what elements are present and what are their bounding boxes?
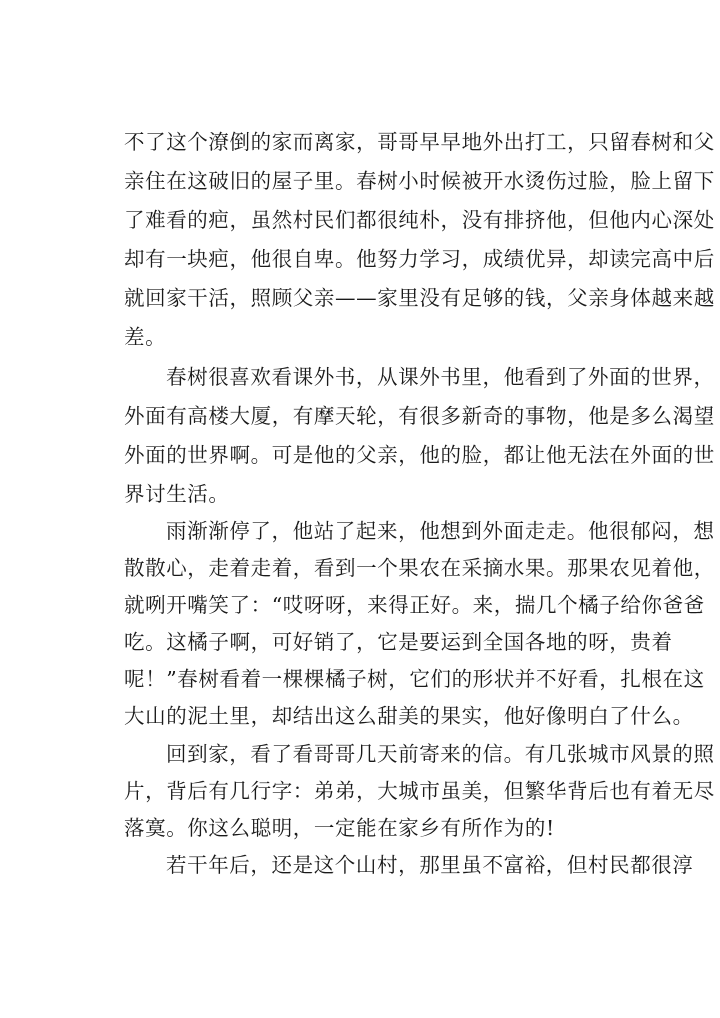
text-line: 差。 bbox=[124, 325, 167, 349]
text-line: 春树很喜欢看课外书，从课外书里，他看到了外面的世界， bbox=[166, 365, 715, 389]
text-line: 就咧开嘴笑了：“哎呀呀，来得正好。来，揣几个橘子给你爸爸 bbox=[124, 593, 705, 617]
text-line: 亲住在这破旧的屋子里。春树小时候被开水烫伤过脸，脸上留下 bbox=[124, 169, 715, 193]
text-line: 了难看的疤，虽然村民们都很纯朴，没有排挤他，但他内心深处 bbox=[124, 208, 715, 232]
text-line: 片，背后有几行字：弟弟，大城市虽美，但繁华背后也有着无尽 bbox=[124, 779, 715, 803]
text-line: 不了这个潦倒的家而离家，哥哥早早地外出打工，只留春树和父 bbox=[124, 130, 715, 154]
text-line: 就回家干活，照顾父亲——家里没有足够的钱，父亲身体越来越 bbox=[124, 286, 715, 310]
text-line: 散散心，走着走着，看到一个果农在采摘水果。那果农见着他， bbox=[124, 556, 715, 580]
text-line: 呢！”春树看着一棵棵橘子树，它们的形状并不好看，扎根在这 bbox=[124, 667, 705, 691]
text-line: 雨渐渐停了，他站了起来，他想到外面走走。他很郁闷，想 bbox=[166, 519, 715, 543]
text-line: 吃。这橘子啊，可好销了，它是要运到全国各地的呀，贵着 bbox=[124, 630, 673, 654]
text-line: 落寞。你这么聪明，一定能在家乡有所作为的! bbox=[124, 816, 555, 840]
text-line: 回到家，看了看哥哥几天前寄来的信。有几张城市风景的照 bbox=[166, 742, 715, 766]
text-line: 若干年后，还是这个山村，那里虽不富裕，但村民都很淳 bbox=[166, 853, 694, 877]
text-line: 外面有高楼大厦，有摩天轮，有很多新奇的事物，他是多么渴望 bbox=[124, 404, 715, 428]
text-line: 界讨生活。 bbox=[124, 482, 230, 506]
text-line: 大山的泥土里，却结出这么甜美的果实，他好像明白了什么。 bbox=[124, 704, 694, 728]
text-line: 外面的世界啊。可是他的父亲，他的脸，都让他无法在外面的世 bbox=[124, 443, 715, 467]
text-line: 却有一块疤，他很自卑。他努力学习，成绩优异，却读完高中后 bbox=[124, 247, 715, 271]
